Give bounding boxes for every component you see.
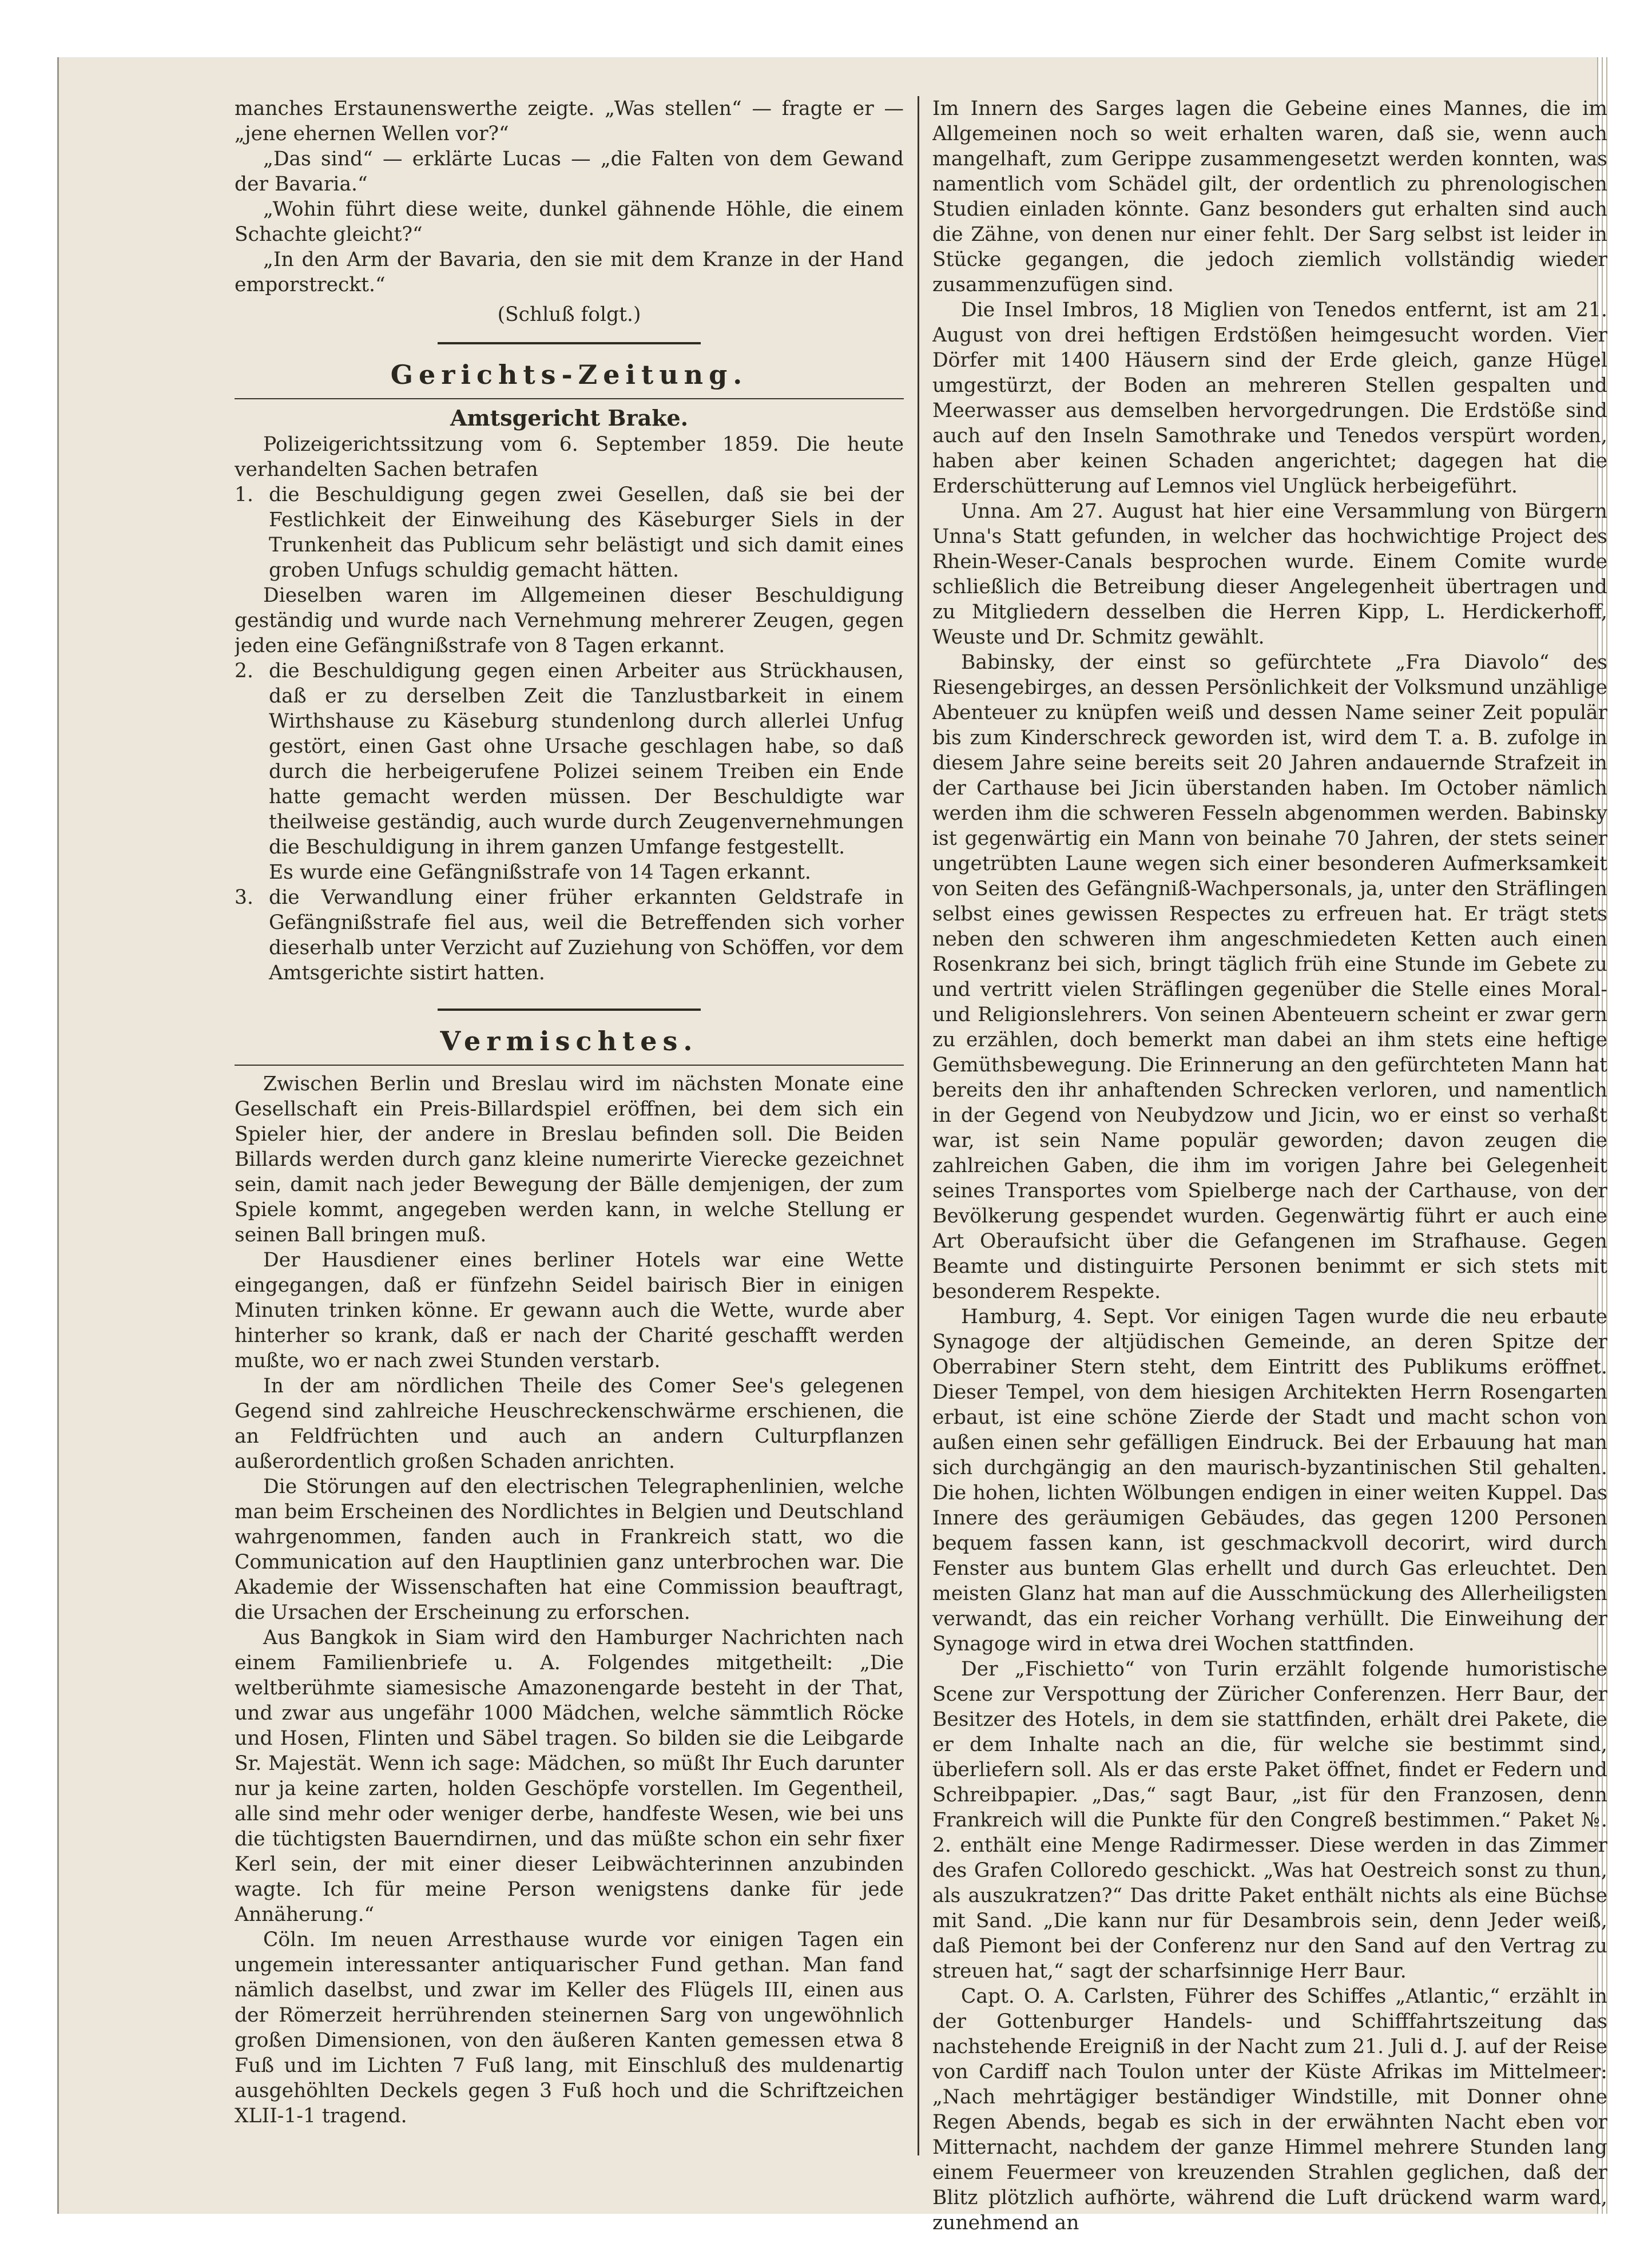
article-paragraph: Hamburg, 4. Sept. Vor einigen Tagen wurde die neu erbaute Synagoge der altjüdischen Gemeinde, an deren Spitze der Oberrabiner Stern steht, dem Eintritt des Publikums eröffnet. Dieser Tempel, von dem hiesigen Architekten Herrn Rosengarten erbaut, ist eine schöne Zierde der Stadt und macht schon von außen einen sehr gefälligen Eindruck. Bei der Erbauung hat man sich durchgängig an den maurisch-byzantinischen Stil gehalten. Die hohen, lichten Wölbungen endigen in einer weiten Kuppel. Das Innere des geräumigen Gebäudes, das gegen 1200 Personen bequem fassen kann, ist geschmackvoll decorirt, wird durch Fenster aus buntem Glas erhellt und durch Gas erleuchtet. Den meisten Glanz hat man auf die Ausschmückung des Allerheiligsten verwandt, das ein reicher Vorhang verhüllt. Die Einweihung der Synagoge wird in etwa drei Wochen stattfinden. [932,1305,1607,1655]
story-paragraph: „Wohin führt diese weite, dunkel gähnende Höhle, die einem Schachte gleicht?“ [235,198,904,246]
to-be-continued: (Schluß folgt.) [497,303,641,326]
court-item-number: 2. [235,660,253,682]
separator-rule [438,1009,701,1011]
court-item [235,885,904,986]
court-item-text: die Beschuldigung gegen zwei Gesellen, daß sie bei der Festlichkeit der Einweihung des Käseburger Siels in der Trunkenheit das Publicum sehr belästigt und sich damit eines groben Unfugs schuldig gemacht hätten. [269,483,904,582]
section-underline [235,398,904,399]
right-column [932,96,1607,2236]
article-paragraph: Die Insel Imbros, 18 Miglien von Tenedos entfernt, ist am 21. August von drei heftigen Erdstößen heimgesucht worden. Vier Dörfer mit 1400 Häusern sind der Erde gleich, ganze Hügel umgestürzt, der Boden an mehreren Stellen gespalten und Meerwasser aus demselben hervorgedrungen. Die Erdstöße sind auch auf den Inseln Samothrake und Tenedos verspürt worden, haben aber keinen Schaden angerichtet; dagegen hat die Erderschütterung auf Lemnos viel Unglück herbeigeführt. [932,299,1607,498]
court-item-number: 3. [235,886,253,909]
court-item-number: 1. [235,483,253,506]
article-paragraph: Unna. Am 27. August hat hier eine Versammlung von Bürgern Unna's Statt gefunden, in welcher das hochwichtige Project des Rhein-Weser-Canals besprochen wurde. Einem Comite wurde schließlich die Betreibung dieser Angelegenheit übertragen und zu Mitgliedern desselben die Herren Kipp, L. Herdickerhoff, Weuste und Dr. Schmitz gewählt. [932,500,1607,649]
misc-paragraph: Die Störungen auf den electrischen Telegraphenlinien, welche man beim Erscheinen des Nordlichtes in Belgien und Deutschland wahrgenommen, fanden auch in Frankreich statt, wo die Communication auf den Hauptlinien ganz unterbrochen war. Die Akademie der Wissenschaften hat eine Commission beauftragt, die Ursachen der Erscheinung zu erforschen. [235,1475,904,1624]
column-divider [918,96,919,2155]
misc-paragraph: Cöln. Im neuen Arresthause wurde vor einigen Tagen ein ungemein interessanter antiquarischer Fund gethan. Man fand nämlich daselbst, und zwar im Keller des Flügels III, einen aus der Römerzeit herrührenden steinernen Sarg von ungewöhnlich großen Dimensionen, von den äußeren Kanten gemessen etwa 8 Fuß und im Lichten 7 Fuß lang, mit Einschluß des muldenartig ausgehöhlten Deckels gegen 3 Fuß hoch und die Schriftzeichen XLII-1-1 tragend. [235,1928,904,2127]
court-item [235,482,904,583]
court-item-text: die Beschuldigung gegen einen Arbeiter aus Strückhausen, daß er zu derselben Zeit die Tanzlustbarkeit in einem Wirthshause zu Käseburg stundenlong durch allerlei Unfug gestört, einen Gast ohne Ursache geschlagen habe, so daß durch die herbeigerufene Polizei seinem Treiben ein Ende hatte gemacht werden müssen. Der Beschuldigte war theilweise geständig, auch wurde durch Zeugenvernehmungen die Beschuldigung in ihrem ganzen Umfange festgestellt. [269,660,904,859]
court-item-text: die Verwandlung einer früher erkannten Geldstrafe in Gefängnißstrafe fiel aus, weil die Betreffenden sich vorher dieserhalb unter Verzicht auf Zuziehung von Schöffen, vor dem Amtsgerichte sistirt hatten. [269,886,904,984]
misc-paragraph: Zwischen Berlin und Breslau wird im nächsten Monate eine Gesellschaft ein Preis-Billardspiel eröffnen, bei dem sich ein Spieler hier, der andere in Breslau befinden soll. Die Beiden Billards werden durch ganz kleine numerirte Vierecke gezeichnet sein, damit nach jeder Bewegung der Bälle demjenigen, der zum Spiele kommt, angegeben werden kann, in welche Stellung er seinen Ball bringen muß. [235,1073,904,1246]
article-paragraph: Babinsky, der einst so gefürchtete „Fra Diavolo“ des Riesengebirges, an dessen Persönlichkeit der Volksmund unzählige Abenteuer zu knüpfen weiß und dessen Name seiner Zeit populär bis zum Kinderschreck geworden ist, wird dem T. a. B. zufolge in diesem Jahre seine bereits seit 20 Jahren andauernde Strafzeit in der Carthause bei Jicin überstanden haben. Im October nämlich werden ihm die schweren Fesseln abgenommen werden. Babinsky ist gegenwärtig ein Mann von beinahe 70 Jahren, der stets seiner ungetrübten Laune wegen sich einer besonderen Aufmerksamkeit von Seiten des Gefängniß-Wachpersonals, ja, unter den Sträflingen selbst eines gewissen Respectes zu erfreuen hat. Er trägt stets neben den schweren ihm angeschmiedeten Ketten auch einen Rosenkranz bei sich, bringt täglich früh eine Stunde im Gebete zu und vertritt vielen Sträflingen gegenüber die Stelle eines Moral- und Religionslehrers. Von seinen Abenteuern scheint er zwar gern zu erzählen, doch bemerkt man dabei an ihm stets eine heftige Gemüthsbewegung. Die Erinnerung an den gefürchteten Mann hat bereits den ihr anhaftenden Schrecken verloren, und namentlich in der Gegend von Neubydzow und Jicin, wo er einst so verhaßt war, ist sein Name populär geworden; davon zeugen die zahlreichen Gaben, die ihm im vorigen Jahre bei Gelegenheit seines Transportes vom Spielberge nach der Carthause, von der Bevölkerung gespendet wurden. Gegenwärtig führt er auch eine Art Oberaufsicht über die Gefangenen im Strafhause. Gegen Beamte und distinguirte Personen benimmt er sich stets mit besonderem Respekte. [932,651,1607,1303]
court-item [235,860,904,885]
court-intro: Polizeigerichtssitzung vom 6. September 1859. Die heute verhandelten Sachen betrafen [235,433,904,481]
article-paragraph: Capt. O. A. Carlsten, Führer des Schiffes „Atlantic,“ erzählt in der Gottenburger Handels- und Schifffahrtszeitung das nachstehende Ereigniß in der Nacht zum 21. Juli d. J. auf der Reise von Cardiff nach Toulon unter der Küste Afrikas im Mittelmeer: „Nach mehrtägiger beständiger Windstille, mit Donner ohne Regen Abends, begab es sich in der erwähnten Nacht eben vor Mitternacht, nachdem der ganze Himmel mehrere Stunden lang einem Feuermeer von kreuzenden Strahlen geglichen, daß der Blitz plötzlich aufhörte, während die Luft drückend warm ward, zunehmend an [932,1985,1607,2234]
court-item-number [235,860,269,885]
section-underline [235,1065,904,1066]
article-paragraph: Im Innern des Sarges lagen die Gebeine eines Mannes, die im Allgemeinen noch so weit erhalten waren, daß sie, wenn auch mangelhaft, zum Gerippe zusammengesetzt werden konnten, was namentlich vom Schädel gilt, der ordentlich zu phrenologischen Studien einladen könnte. Ganz besonders gut erhalten sind auch die Zähne, von denen nur einer fehlt. Der Sarg selbst ist leider in Stücke gegangen, die jedoch ziemlich vollständig wieder zusammenzufügen sind. [932,97,1607,296]
article-paragraph: Der „Fischietto“ von Turin erzählt folgende humoristische Scene zur Verspottung der Züricher Conferenzen. Herr Baur, der Besitzer des Hotels, in dem sie stattfinden, erhält drei Pakete, die er dem Inhalte nach an die, für welche sie bestimmt sind, überliefern soll. Als er das erste Paket öffnet, findet er Federn und Schreibpapier. „Das,“ sagt Baur, „ist für den Franzosen, denn Frankreich will die Punkte für den Congreß bestimmen.“ Paket №. 2. enthält eine Menge Radirmesser. Diese werden in das Zimmer des Grafen Colloredo geschickt. „Was hat Oestreich sonst zu thun, als auszukratzen?“ Das dritte Paket enthält nichts als eine Büchse mit Sand. „Die kann nur für Desambrois sein, denn Jeder weiß, daß Piemont bei der Conferenz nur den Sand auf den Vertrag zu streuen hat,“ sagt der scharfsinnige Herr Baur. [932,1658,1607,1983]
court-item-text: Es wurde eine Gefängnißstrafe von 14 Tagen erkannt. [269,861,811,884]
story-paragraph: manches Erstaunenswerthe zeigte. „Was stellen“ — fragte er — „jene ehernen Wellen vor?“ [235,97,904,145]
court-item [235,658,904,860]
story-paragraph: „In den Arm der Bavaria, den sie mit dem Kranze in der Hand emporstreckt.“ [235,248,904,296]
court-item [235,583,904,658]
separator-rule [438,342,701,344]
misc-section-title: Vermischtes. [440,1026,698,1057]
misc-paragraph: Der Hausdiener eines berliner Hotels war eine Wette eingegangen, daß er fünfzehn Seidel bairisch Bier in einigen Minuten trinken könne. Er gewann auch die Wette, wurde aber hinterher so krank, daß er nach der Charité geschafft werden mußte, wo er nach zwei Stunden verstarb. [235,1249,904,1372]
court-subtitle: Amtsgericht Brake. [450,405,688,431]
misc-paragraph: In der am nördlichen Theile des Comer See's gelegenen Gegend sind zahlreiche Heuschreckenschwärme erschienen, die an Feldfrüchten und auch an andern Culturpflanzen außerordentlich großen Schaden anrichten. [235,1375,904,1473]
misc-paragraph: Aus Bangkok in Siam wird den Hamburger Nachrichten nach einem Familienbriefe u. A. Folgendes mitgetheilt: „Die weltberühmte siamesische Amazonengarde besteht in der That, und zwar aus ungefähr 1000 Mädchen, welche sämmtlich Röcke und Hosen, Flinten und Säbel tragen. So bilden sie die Leibgarde Sr. Majestät. Wenn ich sage: Mädchen, so müßt Ihr Euch darunter nur ja keine zarten, holden Geschöpfe vorstellen. Im Gegentheil, alle sind mehr oder weniger derbe, handfeste Wesen, wie bei uns die tüchtigsten Bauerndirnen, und das müßte schon ein sehr fixer Kerl sein, der mit einer dieser Leibwächterinnen anzubinden wagte. Ich für meine Person wenigstens danke für jede Annäherung.“ [235,1626,904,1926]
left-column [235,96,904,2129]
court-item-text: Dieselben waren im Allgemeinen dieser Beschuldigung geständig und wurde nach Vernehmung mehrerer Zeugen, gegen jeden eine Gefängnißstrafe von 8 Tagen erkannt. [235,584,904,657]
court-section-title: Gerichts-Zeitung. [390,359,748,390]
story-paragraph: „Das sind“ — erklärte Lucas — „die Falten von dem Gewand der Bavaria.“ [235,148,904,196]
